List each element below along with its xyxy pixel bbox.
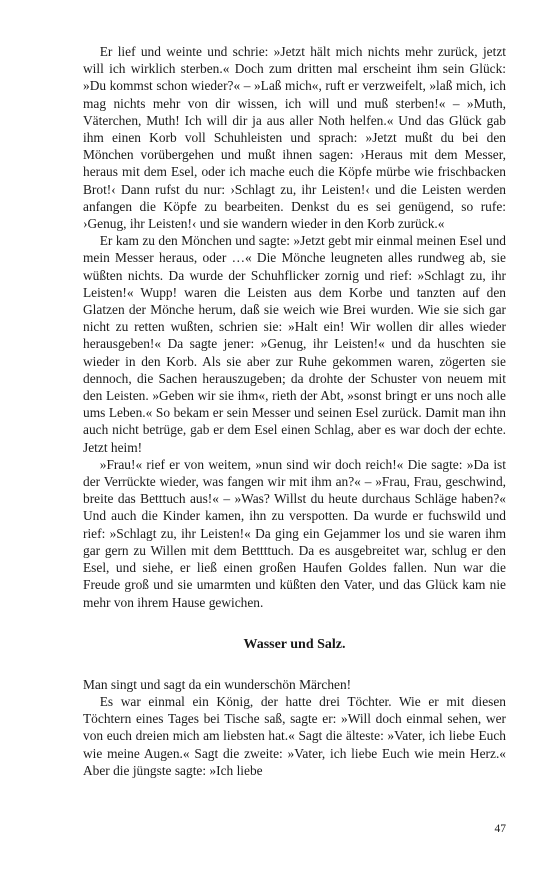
paragraph: Er kam zu den Mönchen und sagte: »Jetzt gebt mir einmal meinen Esel und mein Messer heraus, oder …« Die Mönche leugneten alles rundweg ab, sie wüßten nichts. Da wurde der Schuhflicker zornig und rief: »Schlagt zu, ihr Leisten!« Wupp! waren die Leisten aus dem Korbe und tanzten auf den Glatzen der Mönche herum, daß sie weich wie Brei wurden. Wie sie sich gar nicht zu retten wußten, schrien sie: »Halt ein! Wir wollen dir alles wieder herausgeben!« Da sagte jener: »Genug, ihr Leisten!« und da huschten sie wieder in den Korb. Als sie aber zur Ruhe gekommen waren, zögerten sie dennoch, die Sachen herauszugeben; da drohte der Schuster von neuem mit den Leisten. »Geben wir sie ihm«, rieth der Abt, »sonst bringt er uns noch alle ums Leben.« So bekam er sein Messer und seinen Esel zurück. Damit man ihn auch nicht betrüge, gab er dem Esel einen Schlag, aber es war doch der echte. Jetzt heim! xyxy=(83,233,506,455)
paragraph: Es war einmal ein König, der hatte drei Töchter. Wie er mit diesen Töchtern eines Tages bei Tische saß, sagte er: »Will doch einmal sehen, wer von euch dreien mich am liebsten hat.« Sagt die älteste: »Vater, ich liebe Euch wie meine Augen.« Sagt die zweite: »Vater, ich liebe Euch wie mein Herz.« Aber die jüngste sagte: »Ich liebe xyxy=(83,693,506,778)
paragraph: »Frau!« rief er von weitem, »nun sind wir doch reich!« Die sagte: »Da ist der Verrückte wieder, was fangen wir mit ihm an?« – »Frau, Frau, geschwind, breite das Betttuch aus!« – »Was? Willst du heute durchaus Schläge haben?« Und auch die Kinder kamen, ihn zu verspotten. Da wurde er fuchswild und rief: »Schlagt zu, ihr Leisten!« Da ging ein Gejammer los und sie waren ihm gar gern zu Willen mit dem Bettttuch. Da es ausgebreitet war, schlug er den Esel, und siehe, er ließ einen großen Haufen Goldes fallen. Nun war die Freude groß und sie umarmten und küßten den Vater, und das Glück kam nie mehr von ihrem Hause gewichen. xyxy=(83,456,506,610)
story-heading: Wasser und Salz. xyxy=(243,636,346,652)
paragraph: Er lief und weinte und schrie: »Jetzt hält mich nichts mehr zurück, jetzt will ich wirklich sterben.« Doch zum dritten mal erscheint ihm sein Glück: »Du kommst schon wieder?« – »Laß mich«, ruft er verzweifelt, »laß mich, ich mag nichts mehr von dir wissen, ich will und muß sterben!« – »Muth, Väterchen, Muth! Ich will dir ja aus aller Noth helfen.« Und das Glück gab ihm einen Korb voll Schuhleisten und sprach: »Jetzt mußt du bei den Mönchen vorübergehen und mußt ihnen sagen: ›Heraus mit dem Messer, heraus mit dem Esel, oder ich mache euch die Köpfe mürbe wie frischbacken Brot!‹ Dann rufst du nur: ›Schlagt zu, ihr Leisten!‹ und die Leisten werden anfangen die Köpfe zu bearbeiten. Denkst du es sei genügend, so rufe: ›Genug, ihr Leisten!‹ und sie wandern wieder in den Korb zurück.« xyxy=(83,44,506,232)
paragraph-intro: Man singt und sagt da ein wunderschön Märchen! xyxy=(83,676,352,692)
text-block xyxy=(83,43,506,779)
page-number: 47 xyxy=(494,823,506,835)
